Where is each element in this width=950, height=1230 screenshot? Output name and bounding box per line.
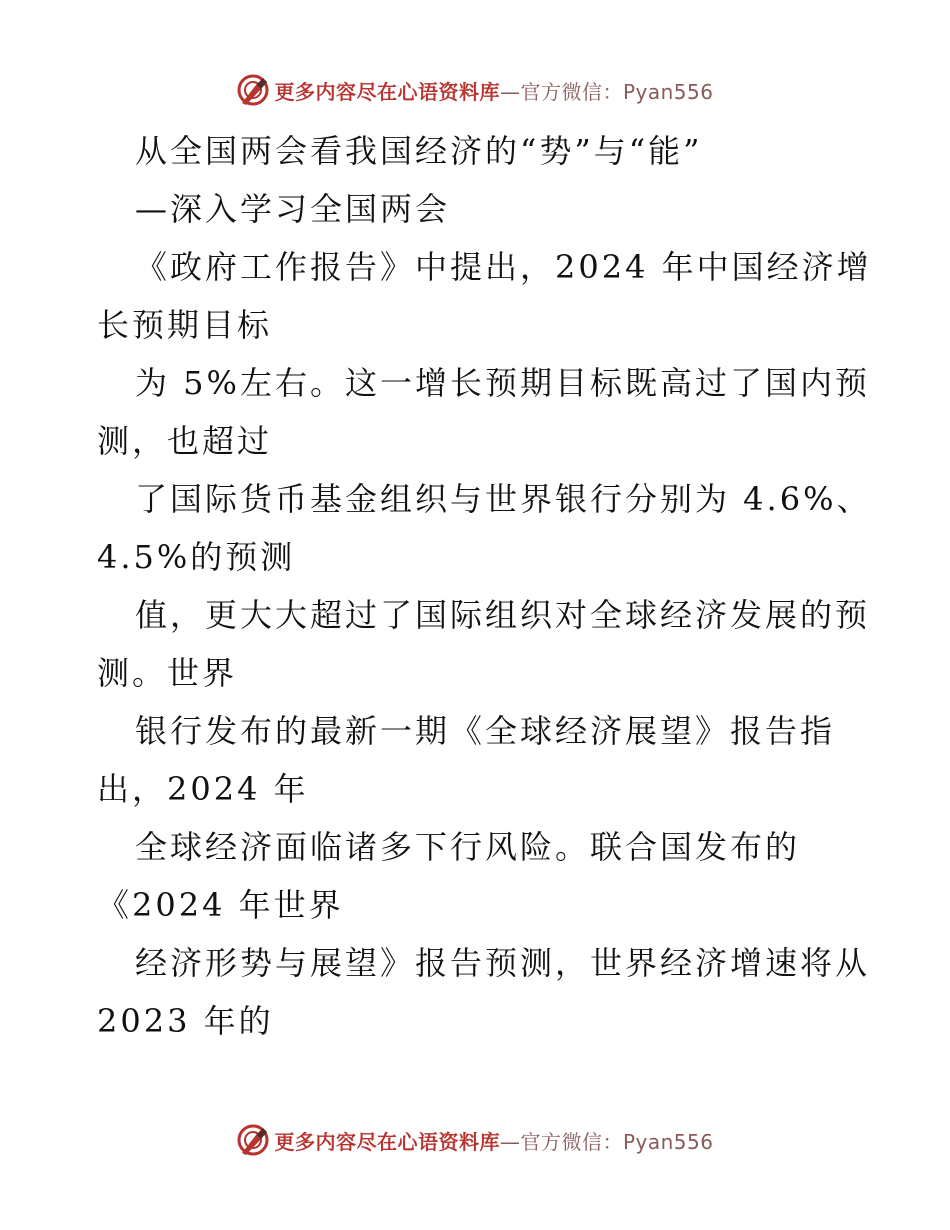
body-line: 4.5%的预测	[97, 538, 296, 576]
header-banner-account: 官方微信：Pyan556	[520, 79, 714, 104]
footer-banner-separator: —	[499, 1129, 521, 1154]
body-line: 全球经济面临诸多下行风险。联合国发布的	[135, 828, 801, 866]
document-body	[97, 122, 872, 1050]
footer-banner-account: 官方微信：Pyan556	[520, 1129, 714, 1154]
body-line: 长预期目标	[97, 306, 273, 344]
body-line: 测，也超过	[97, 422, 273, 460]
subtitle-line: —深入学习全国两会	[135, 190, 451, 228]
body-line: 为 5%左右。这一增长预期目标既高过了国内预	[135, 364, 870, 402]
body-line: 经济形势与展望》报告预测，世界经济增速将从	[135, 944, 871, 982]
body-line: 《2024 年世界	[97, 886, 344, 924]
footer-watermark-banner	[0, 1120, 950, 1160]
body-line: 银行发布的最新一期《全球经济展望》报告指	[135, 712, 836, 750]
header-watermark-banner	[0, 70, 950, 110]
title-line: 从全国两会看我国经济的“势”与“能”	[135, 132, 703, 170]
body-line: 测。世界	[97, 654, 238, 692]
pen-logo-icon	[236, 1123, 270, 1157]
body-line: 值，更大大超过了国际组织对全球经济发展的预	[135, 596, 871, 634]
body-line: 2023 年的	[97, 1002, 274, 1040]
header-banner-separator: —	[499, 79, 521, 104]
footer-banner-main: 更多内容尽在心语资料库	[274, 1129, 500, 1154]
body-line: 了国际货币基金组织与世界银行分别为 4.6%、	[135, 480, 872, 518]
body-line: 出，2024 年	[97, 770, 309, 808]
header-banner-main: 更多内容尽在心语资料库	[274, 79, 500, 104]
pen-logo-icon	[236, 73, 270, 107]
body-line: 《政府工作报告》中提出，2024 年中国经济增	[135, 248, 872, 286]
